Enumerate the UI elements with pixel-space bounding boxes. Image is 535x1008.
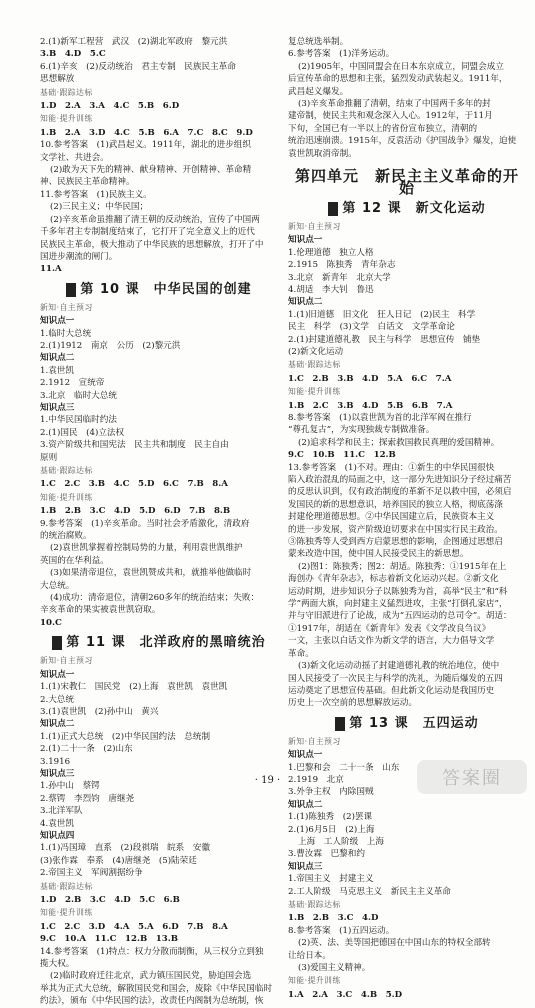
text-line: 历史上一次空前的思想解放运动。 <box>288 698 417 709</box>
heading-bar-icon <box>328 202 338 216</box>
text-line: 13.参考答案 (1)不对。理由：①新生的中华民国很快 <box>288 462 495 473</box>
text-line: 上海 工人阶级 上海 <box>298 836 384 847</box>
section-label: 知能·提升训练 <box>40 114 93 124</box>
section-label: 基础·跟踪达标 <box>40 881 93 891</box>
text-line: 原则 <box>40 452 58 463</box>
text-line: (2)1905年，中国同盟会在日本东京成立，同盟会成立 <box>298 61 504 72</box>
answer-line: 知识点二 <box>288 297 323 308</box>
lesson-title: 第 13 课 五四运动 <box>349 715 479 731</box>
text-line: 3.北京 临时大总统 <box>40 390 117 401</box>
text-line: 约法》，颁布《中华民国约法》，改责任内阁制为总统制，恢 <box>40 996 264 1007</box>
text-line: 1.(1)宋教仁 国民党 (2)上海 袁世凯 袁世凯 <box>40 682 228 693</box>
text-line: “尊孔复古”，为实现独裁专制做准备。 <box>288 425 435 436</box>
text-line: 大总统。 <box>40 580 75 591</box>
text-line: 2.(1)6月5日 (2)上海 <box>288 824 375 835</box>
text-line: ③陈独秀等人受到西方启蒙思想的影响，企图通过思想启 <box>288 537 503 548</box>
lesson-title: 第 12 课 新文化运动 <box>342 200 486 216</box>
text-line: 的统治腐败。 <box>40 531 92 542</box>
lesson-title: 第 10 课 中华民国的创建 <box>80 281 252 297</box>
answer-line: 1.D 2.B 3.C 4.D 5.C 6.B <box>40 895 180 905</box>
text-line: 1.(1)陈独秀 (2)罢课 <box>288 812 373 823</box>
text-line: 武昌起义爆发。 <box>288 86 349 97</box>
text-line: (3)爱国主义精神。 <box>298 963 371 974</box>
text-line: 1.孙中山 蔡锷 <box>40 781 100 792</box>
text-line: 8.参考答案 (1)以袁世凯为首的北洋军阀在推行 <box>288 412 472 423</box>
text-line: 让给日本。 <box>288 950 331 961</box>
text-line: ①1917年，胡适在《新青年》发表《文学改良刍议》 <box>288 623 491 634</box>
section-label: 知能·提升训练 <box>288 976 341 986</box>
text-line: 思想解放 <box>40 74 75 85</box>
answer-line: 9.C 10.B 11.C 12.B <box>288 450 396 461</box>
text-line: 揽大权。 <box>40 959 75 970</box>
answer-line: 10.C <box>40 617 62 628</box>
lesson-heading <box>288 202 526 216</box>
answer-line: 3.B 4.D 5.C <box>40 49 106 60</box>
text-line: 2.(1)新军工程营 武汉 (2)湖北军政府 黎元洪 <box>40 37 228 47</box>
text-line: 复总统选举制。 <box>288 37 349 47</box>
section-label: 新知·自主预习 <box>40 656 93 666</box>
text-line: 海创办《青年杂志》，标志着新文化运动兴起。②新文化 <box>288 574 499 585</box>
text-line: (2)英、法、美等国把德国在中国山东的特权全部转 <box>298 938 491 949</box>
page-number: · 19 · <box>254 775 281 786</box>
answer-line: 1.B 2.B 3.C 4.D 5.D 6.D 7.B 8.B <box>40 506 231 517</box>
text-line: 3.资产阶级共和国宪法 民主共和制度 民主自由 <box>40 440 229 451</box>
text-line: 1.(1)正式大总统 (2)中华民国约法 总统制 <box>40 731 211 742</box>
section-label: 新知·自主预习 <box>40 302 93 312</box>
answer-line: 1.B 2.B 3.C 4.D <box>288 913 379 924</box>
text-line: 民主 科学 (3)文学 白话文 文学革命论 <box>288 322 455 333</box>
lesson-heading <box>288 717 526 731</box>
answer-line: 知识点一 <box>40 316 75 327</box>
text-line: 8.参考答案 (1)五四运动。 <box>288 925 395 936</box>
text-line: (3)辛亥革命推翻了清朝，结束了中国两千多年的封 <box>298 99 491 110</box>
text-line: 封建伦理道德思想。②中华民国建立后，民族资本主义 <box>288 512 495 523</box>
section-label: 知能·提升训练 <box>288 387 341 397</box>
text-line: (2)追求科学和民主；探索救国救民真理的爱国精神。 <box>298 437 500 448</box>
answer-line: 知识点一 <box>288 750 323 761</box>
text-line: 革命。 <box>288 648 314 659</box>
text-line: 2.蔡锷 李烈钧 唐继尧 <box>40 793 135 804</box>
text-line: 后宣传革命的思想和主张，猛烈发动武装起义。1911年， <box>288 74 508 85</box>
answer-line: 11.A <box>40 264 62 275</box>
text-line: (3)新文化运动动摇了封建道德礼教的统治地位，使中 <box>298 661 500 672</box>
text-line: 发国民的新的思想意识，培养国民的独立人格，彻底荡涤 <box>288 499 503 510</box>
text-line: 3.北洋军队 <box>40 806 83 817</box>
section-label: 基础·跟踪达标 <box>288 900 341 909</box>
section-label: 新知·自主预习 <box>288 221 341 231</box>
text-line: 2.帝国主义 军阀割据纷争 <box>40 868 143 879</box>
text-line: (3)如果清帝退位，袁世凯赞成共和，就推举他做临时 <box>50 568 252 579</box>
text-line: 1.(1)旧道德 旧文化 狂人日记 (2)民主 科学 <box>288 309 476 320</box>
text-line: 举其为正式大总统，解散国民党和国会，废除《中华民国临时 <box>40 983 273 994</box>
text-line: 文学社、共进会。 <box>40 152 109 163</box>
text-line: 3.曹汝霖 巴黎和约 <box>288 849 365 860</box>
answer-line: 9.C 10.A 11.C 12.B 13.B <box>40 934 179 945</box>
text-line: 1.(1)冯国璋 直系 (2)段祺瑞 皖系 安徽 <box>40 843 211 854</box>
heading-bar-icon <box>52 636 62 650</box>
text-line: 6.参考答案 (1)洋务运动。 <box>288 49 395 60</box>
text-line: 2.(1)二十一条 (2)山东 <box>40 744 133 755</box>
section-label: 新知·自主预习 <box>288 736 341 746</box>
text-line: 辛亥革命的果实被袁世凯窃取。 <box>40 605 161 616</box>
text-line: 国人民接受了一次民主与科学的洗礼，为随后爆发的五四 <box>288 673 503 684</box>
answer-line: 知识点二 <box>40 353 75 364</box>
text-line: 3.(1)袁世凯 (2)孙中山 黄兴 <box>40 706 159 717</box>
text-line: 6.(1)辛亥 (2)反动统治 君主专制 民族民主革命 <box>40 61 236 72</box>
answer-line: 知识点二 <box>40 719 75 730</box>
text-line: 的反思认识到，仅有政治制度的革新不足以救中国，必须启 <box>288 487 512 498</box>
text-line: 3.外争主权 内除国贼 <box>288 787 374 798</box>
text-line: 3.北京 新青年 北京大学 <box>288 272 391 283</box>
text-line: 2.1912 宣统帝 <box>40 378 105 389</box>
text-line: (3)张作霖 奉系 (4)唐继尧 (5)陆荣廷 <box>40 855 197 866</box>
text-line: 2.1919 北京 <box>288 774 344 785</box>
text-line: 并与守旧派进行了论战，成为“五四运动的总司令”。胡适： <box>288 611 512 622</box>
text-line: 千多年君主专制制度结束了，它打开了完全意义上的近代 <box>40 227 255 238</box>
text-line: (2)新文化运动 <box>288 346 344 357</box>
heading-bar-icon <box>66 283 76 297</box>
text-line: 2.大总统 <box>40 694 74 705</box>
text-line: 下旬，全国已有一半以上的省份宣布独立，清朝的 <box>288 123 478 134</box>
text-line: 统治迅速崩溃。1915年，反袁活动《护国战争》爆发，迫使 <box>288 136 517 147</box>
text-line: 4.胡适 李大钊 鲁迅 <box>288 284 374 295</box>
text-line: (4)成功：清帝退位，清朝260多年的统治结束；失败： <box>50 593 260 604</box>
section-label: 知能·提升训练 <box>40 492 93 502</box>
answer-line: 知识点一 <box>288 235 323 246</box>
text-line: (2)临时政府迁往北京，武力镇压国民党，胁迫国会选 <box>50 971 252 982</box>
text-line: 14.参考答案 (1)特点：权力分散而制衡，从三权分立到独 <box>40 946 264 957</box>
text-line: 2.(1)1912 南京 公历 (2)黎元洪 <box>40 340 181 351</box>
text-line: 英国的在华利益。 <box>40 555 109 566</box>
section-label: 基础·跟踪达标 <box>288 360 341 370</box>
text-line: 2.(1)国民 (4)立法权 <box>40 427 125 438</box>
text-line: (2)辛亥革命虽推翻了清王朝的反动统治，宣传了中国两 <box>50 214 260 225</box>
text-line: 运动奠定了思想宣传基础。但此新文化运动是我国历史 <box>288 685 495 696</box>
text-line: 国进步潮流的闸门。 <box>40 251 118 262</box>
text-line: (2)敢为天下先的精神、献身精神、开创精神、革命精 <box>50 165 252 176</box>
text-line: 陷入政治混乱的局面之中，这一部分先进知识分子经过痛苦 <box>288 475 512 485</box>
answer-line: 知识点三 <box>40 402 75 413</box>
answer-line: 知识点二 <box>288 799 323 810</box>
text-line: 2.1915 陈独秀 青年杂志 <box>288 260 396 271</box>
text-line: (2)三民主义；中华民国； <box>50 202 149 213</box>
left-column <box>40 36 278 1008</box>
text-line: 1.伦理道德 独立人格 <box>288 247 374 258</box>
text-line: (2)袁世凯掌握着控制局势的力量，利用袁世凯维护 <box>50 543 243 554</box>
text-line: 2.工人阶级 马克思主义 新民主主义革命 <box>288 886 451 897</box>
watermark-logo: 答案圈 <box>417 760 527 794</box>
answer-line: 1.C 2.C 3.D 4.A 5.A 6.D 7.B 8.A <box>40 921 228 932</box>
text-line: 3.1916 <box>40 756 71 767</box>
text-line: 袁世凯取消帝制。 <box>288 148 357 159</box>
text-line: 9.参考答案 (1)辛亥革命。当时社会矛盾激化，清政府 <box>40 518 250 529</box>
answer-line: 1.C 2.C 3.B 4.C 5.D 6.C 7.B 8.A <box>40 479 228 490</box>
lesson-heading <box>40 283 278 297</box>
text-line: 1.临时大总统 <box>40 328 92 339</box>
text-line: 1.巴黎和会 二十一条 山东 <box>288 762 400 773</box>
text-line: 1.袁世凯 <box>40 365 74 376</box>
answer-line: 1.A 2.A 3.C 4.B 5.D <box>288 989 403 1000</box>
answer-line: 知识点三 <box>40 768 75 779</box>
answer-line: 知识点三 <box>288 861 323 872</box>
text-line: (2)图1：陈独秀；图2：胡适。陈独秀：①1915年在上 <box>298 561 507 572</box>
answer-line: 知识点一 <box>40 669 75 680</box>
text-line: 一文，主张以白话文作为新文学的语言，大力倡导文学 <box>288 636 495 647</box>
text-line: 的进一步发展，资产阶级迫切要求在中国实行民主政治。 <box>288 524 503 535</box>
answer-line: 1.B 2.A 3.D 4.C 5.B 6.A 7.C 8.C 9.D <box>40 127 253 138</box>
section-label: 基础·跟踪达标 <box>40 466 93 475</box>
text-line: 学”两面大旗，向封建主义猛烈进攻，主张“打倒孔家店”， <box>288 599 508 610</box>
text-line: 神、民族民主革命精神。 <box>40 177 135 188</box>
answer-line: 1.D 2.A 3.A 4.C 5.B 6.D <box>40 101 180 112</box>
answer-line: 知识点四 <box>40 830 75 841</box>
text-line: 运动时期，进步知识分子以陈独秀为首，高举“民主”和“科 <box>288 586 508 597</box>
text-line: 10.参考答案 (1)武昌起义。1911年，湖北的进步组织 <box>40 140 251 151</box>
text-line: 1.帝国主义 封建主义 <box>288 874 374 885</box>
text-line: 11.参考答案 (1)民族主义。 <box>40 189 152 200</box>
section-label: 知能·提升训练 <box>40 908 93 918</box>
heading-bar-icon <box>335 717 345 731</box>
right-column <box>288 36 526 1001</box>
section-label: 基础·跟踪达标 <box>40 87 93 97</box>
text-line: 4.袁世凯 <box>40 818 74 829</box>
lesson-heading <box>40 636 278 650</box>
answer-line: 1.B 2.C 3.B 4.D 5.B 6.B 7.A <box>288 400 453 411</box>
answer-line: 1.C 2.B 3.B 4.D 5.A 6.C 7.A <box>288 373 452 384</box>
text-line: 民族民主革命，极大推动了中华民族的思想解放，打开了中 <box>40 239 264 250</box>
text-line: 建帝制，使民主共和观念深入人心。1912年，于11月 <box>288 111 493 122</box>
text-line: 蒙来改造中国，使中国人民接受民主的新思想。 <box>288 549 469 560</box>
text-line: 1.中华民国临时约法 <box>40 415 117 426</box>
unit-title: 第四单元 新民主主义革命的开始 <box>294 167 519 198</box>
text-line: 2.(1)封建道德礼教 民主与科学 思想宣传 铺垫 <box>288 334 481 345</box>
lesson-title: 第 11 课 北洋政府的黑暗统治 <box>66 635 266 651</box>
